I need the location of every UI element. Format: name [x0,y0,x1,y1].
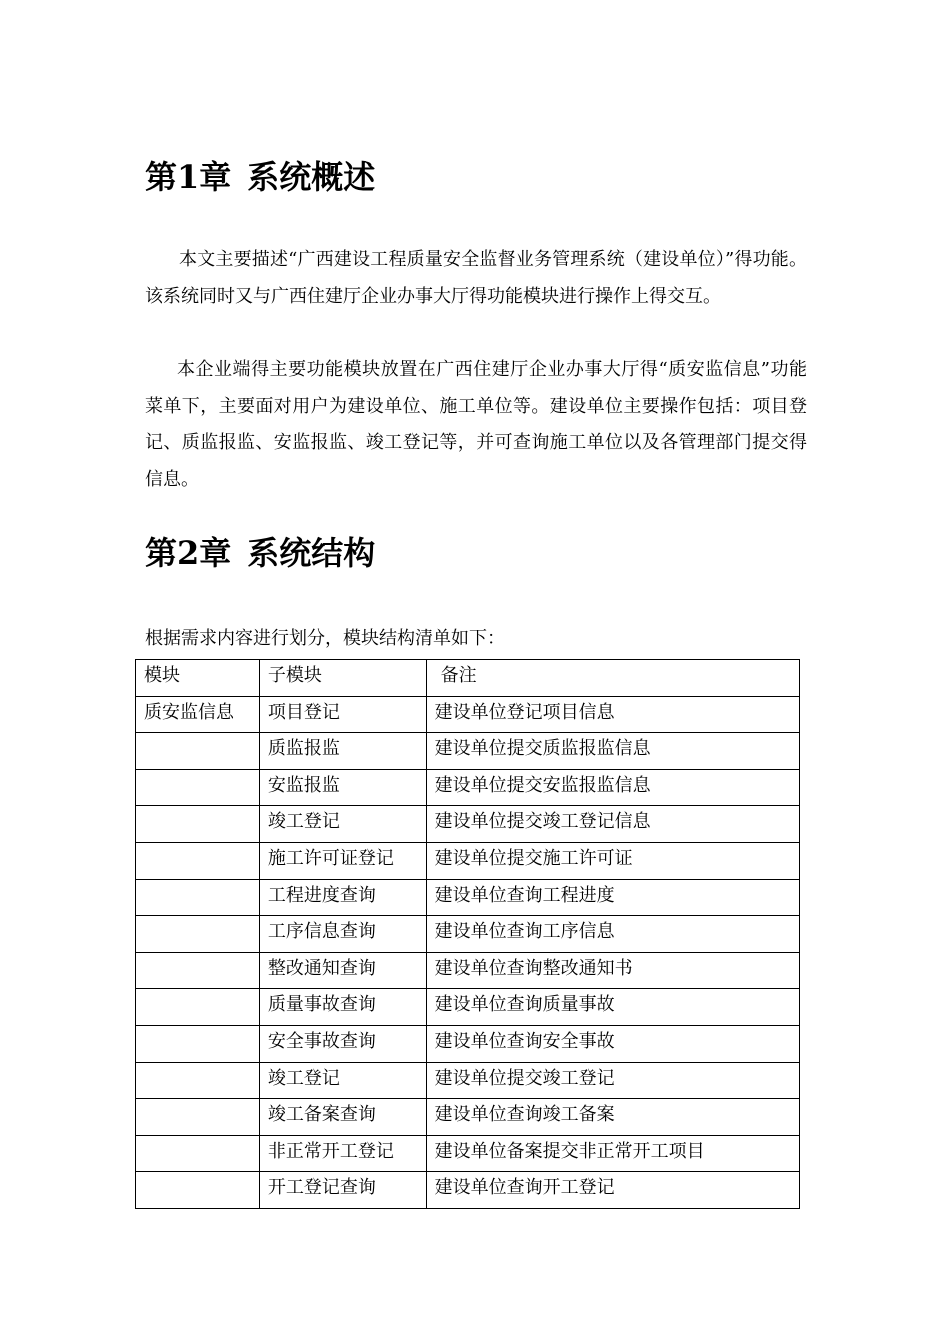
cell-remark: 建设单位查询质量事故 [426,989,799,1026]
cell-submodule: 施工许可证登记 [259,842,426,879]
cell-submodule: 竣工登记 [259,806,426,843]
cell-module [136,733,260,770]
table-row [136,1172,800,1209]
table-row [136,916,800,953]
cell-remark: 建设单位查询工程进度 [426,879,799,916]
cell-submodule: 开工登记查询 [259,1172,426,1209]
header-module: 模块 [136,660,260,697]
chapter-2-intro: 根据需求内容进行划分，模块结构清单如下： [145,628,505,649]
cell-remark: 建设单位提交竣工登记 [426,1062,799,1099]
chapter-1-title: 系统概述 [247,158,376,196]
cell-module [136,1099,260,1136]
table-row [136,1025,800,1062]
cell-module [136,1135,260,1172]
table-row [136,989,800,1026]
cell-module [136,916,260,953]
cell-remark: 建设单位查询竣工备案 [426,1099,799,1136]
cell-submodule: 质量事故查询 [259,989,426,1026]
cell-remark: 建设单位登记项目信息 [426,696,799,733]
cell-module [136,989,260,1026]
chapter-1-number: 第1章 [145,158,232,196]
cell-remark: 建设单位提交施工许可证 [426,842,799,879]
cell-remark: 建设单位查询开工登记 [426,1172,799,1209]
chapter-2-title: 系统结构 [247,534,376,572]
cell-module [136,879,260,916]
chapter-1-heading [145,157,375,197]
table-row [136,806,800,843]
cell-submodule: 工程进度查询 [259,879,426,916]
cell-submodule: 竣工备案查询 [259,1099,426,1136]
chapter-1-paragraph-2: 本企业端得主要功能模块放置在广西住建厅企业办事大厅得“质安监信息”功能菜单下，主要面对用户为建设单位、施工单位等。建设单位主要操作包括：项目登记、质监报监、安监报监、竣工登记等，并可查询施工单位以及各管理部门提交得信息。 [145,359,807,490]
cell-submodule: 安监报监 [259,769,426,806]
cell-submodule: 工序信息查询 [259,916,426,953]
cell-remark: 建设单位查询整改通知书 [426,952,799,989]
cell-remark: 建设单位查询工序信息 [426,916,799,953]
header-remark: 备注 [426,660,799,697]
cell-remark: 建设单位提交安监报监信息 [426,769,799,806]
cell-module [136,1025,260,1062]
cell-submodule: 整改通知查询 [259,952,426,989]
cell-remark: 建设单位提交竣工登记信息 [426,806,799,843]
table-row [136,879,800,916]
cell-module [136,1062,260,1099]
table-row [136,842,800,879]
cell-module [136,1172,260,1209]
table-row [136,952,800,989]
cell-module: 质安监信息 [136,696,260,733]
cell-module [136,842,260,879]
cell-remark: 建设单位提交质监报监信息 [426,733,799,770]
module-table-body [136,660,800,1209]
table-row [136,733,800,770]
table-row [136,1062,800,1099]
cell-submodule: 质监报监 [259,733,426,770]
table-row [136,1135,800,1172]
cell-submodule: 安全事故查询 [259,1025,426,1062]
table-row [136,1099,800,1136]
header-submodule: 子模块 [259,660,426,697]
cell-module [136,806,260,843]
chapter-2-number: 第2章 [145,534,232,572]
chapter-1-paragraph-1: 本文主要描述“广西建设工程质量安全监督业务管理系统（建设单位）”得功能。该系统同时又与广西住建厅企业办事大厅得功能模块进行操作上得交互。 [145,249,807,307]
table-row [136,769,800,806]
cell-remark: 建设单位备案提交非正常开工项目 [426,1135,799,1172]
cell-remark: 建设单位查询安全事故 [426,1025,799,1062]
table-row [136,696,800,733]
cell-submodule: 竣工登记 [259,1062,426,1099]
cell-submodule: 项目登记 [259,696,426,733]
cell-module [136,952,260,989]
cell-module [136,769,260,806]
table-header-row [136,660,800,697]
chapter-2-heading [145,533,375,573]
module-structure-table [135,659,800,1209]
cell-submodule: 非正常开工登记 [259,1135,426,1172]
